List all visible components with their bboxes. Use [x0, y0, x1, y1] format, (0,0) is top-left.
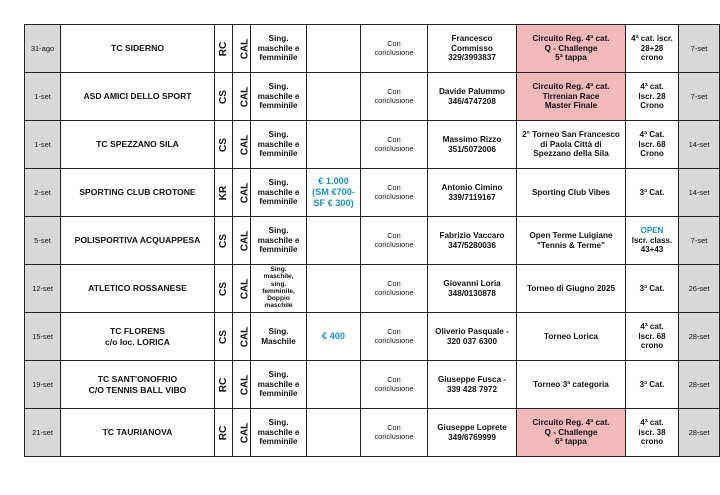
prize-money [307, 217, 361, 265]
province: RC [215, 361, 233, 409]
start-date: 1-set [25, 73, 61, 121]
draw-type: Sing. Maschile [251, 313, 307, 361]
club-name: ASD AMICI DELLO SPORT [61, 73, 215, 121]
prize-money [307, 265, 361, 313]
category: 3ª Cat. [626, 361, 679, 409]
category: 3ª Cat. [626, 169, 679, 217]
conclusion: Con conclusione [361, 313, 428, 361]
table-row [25, 73, 720, 121]
start-date: 31-ago [25, 25, 61, 73]
category: OPEN Iscr. class. 43+43 [626, 217, 679, 265]
region: CAL [233, 313, 251, 361]
category: 4ª cat. Iscr. 28 Crono [626, 73, 679, 121]
prize-money [307, 121, 361, 169]
conclusion: Con conclusione [361, 361, 428, 409]
province: CS [215, 313, 233, 361]
tournament-name: Circuito Reg. 4ª cat. Q - Challenge 6ª tappa [517, 409, 626, 457]
table-row [25, 25, 720, 73]
province: CS [215, 121, 233, 169]
contact: Massimo Rizzo 351/5072006 [428, 121, 517, 169]
region: CAL [233, 25, 251, 73]
draw-type: Sing. maschile e femminile [251, 121, 307, 169]
contact: Fabrizio Vaccaro 347/5280036 [428, 217, 517, 265]
table-row [25, 361, 720, 409]
conclusion: Con conclusione [361, 217, 428, 265]
prize-money: € 400 [307, 313, 361, 361]
tournament-name: Circuito Reg. 4ª cat. Tirrenian Race Master Finale [517, 73, 626, 121]
category: 3ª Cat. [626, 265, 679, 313]
prize-money: € 1.000 (SM €700- SF € 300) [307, 169, 361, 217]
table-row [25, 265, 720, 313]
contact: Oliverio Pasquale - 320 037 6300 [428, 313, 517, 361]
table-row [25, 121, 720, 169]
end-date: 28-set [679, 361, 720, 409]
province: CS [215, 73, 233, 121]
conclusion: Con conclusione [361, 73, 428, 121]
club-name: TC SIDERNO [61, 25, 215, 73]
tournament-name: Torneo Lorica [517, 313, 626, 361]
region: CAL [233, 409, 251, 457]
draw-type: Sing. maschile e femminile [251, 169, 307, 217]
tournament-name: 2° Torneo San Francesco di Paola Città di Spezzano della Sila [517, 121, 626, 169]
draw-type: Sing. maschile e femminile [251, 73, 307, 121]
region: CAL [233, 169, 251, 217]
prize-money [307, 73, 361, 121]
draw-type: Sing. maschile, sing. femminile, Doppio maschile [251, 265, 307, 313]
prize-money [307, 409, 361, 457]
contact: Giuseppe Loprete 349/6769999 [428, 409, 517, 457]
end-date: 26-set [679, 265, 720, 313]
start-date: 2-set [25, 169, 61, 217]
tournament-name: Open Terme Luigiane "Tennis & Terme" [517, 217, 626, 265]
start-date: 12-set [25, 265, 61, 313]
end-date: 14-set [679, 121, 720, 169]
contact: Giuseppe Fusca - 339 428 7972 [428, 361, 517, 409]
end-date: 7-set [679, 217, 720, 265]
province: RC [215, 25, 233, 73]
category: 4ª cat. iscr. 28+28 crono [626, 25, 679, 73]
table-row [25, 217, 720, 265]
category: 4ª Cat. Iscr. 68 Crono [626, 121, 679, 169]
province: RC [215, 409, 233, 457]
start-date: 19-set [25, 361, 61, 409]
conclusion: Con conclusione [361, 25, 428, 73]
region: CAL [233, 121, 251, 169]
prize-money [307, 25, 361, 73]
draw-type: Sing. maschile e femminile [251, 409, 307, 457]
conclusion: Con conclusione [361, 121, 428, 169]
table-row [25, 169, 720, 217]
tournament-name: Torneo di Giugno 2025 [517, 265, 626, 313]
start-date: 5-set [25, 217, 61, 265]
conclusion: Con conclusione [361, 265, 428, 313]
prize-money [307, 361, 361, 409]
region: CAL [233, 265, 251, 313]
province: CS [215, 217, 233, 265]
club-name: TC TAURIANOVA [61, 409, 215, 457]
start-date: 21-set [25, 409, 61, 457]
tournament-name: Sporting Club Vibes [517, 169, 626, 217]
club-name: POLISPORTIVA ACQUAPPESA [61, 217, 215, 265]
conclusion: Con conclusione [361, 409, 428, 457]
end-date: 7-set [679, 25, 720, 73]
end-date: 28-set [679, 313, 720, 361]
draw-type: Sing. maschile e femminile [251, 217, 307, 265]
end-date: 14-set [679, 169, 720, 217]
start-date: 1-set [25, 121, 61, 169]
end-date: 28-set [679, 409, 720, 457]
tournament-name: Circuito Reg. 4ª cat. Q - Challenge 5ª tappa [517, 25, 626, 73]
club-name: SPORTING CLUB CROTONE [61, 169, 215, 217]
draw-type: Sing. maschile e femminile [251, 25, 307, 73]
category: 4ª cat. iscr. 38 crono [626, 409, 679, 457]
province: CS [215, 265, 233, 313]
club-name: ATLETICO ROSSANESE [61, 265, 215, 313]
conclusion: Con conclusione [361, 169, 428, 217]
club-name: TC SPEZZANO SILA [61, 121, 215, 169]
contact: Francesco Commisso 329/3993837 [428, 25, 517, 73]
table-row [25, 313, 720, 361]
region: CAL [233, 73, 251, 121]
end-date: 7-set [679, 73, 720, 121]
draw-type: Sing. maschile e femminile [251, 361, 307, 409]
club-name: TC FLORENS c/o loc. LORICA [61, 313, 215, 361]
region: CAL [233, 361, 251, 409]
contact: Antonio Cimino 339/7119167 [428, 169, 517, 217]
category: 4ª cat. Iscr. 68 crono [626, 313, 679, 361]
tournament-name: Torneo 3ª categoria [517, 361, 626, 409]
table-row [25, 409, 720, 457]
province: KR [215, 169, 233, 217]
start-date: 15-set [25, 313, 61, 361]
contact: Davide Palummo 346/4747208 [428, 73, 517, 121]
contact: Giovanni Loria 348/0130878 [428, 265, 517, 313]
tournament-calendar-table [24, 24, 720, 457]
club-name: TC SANT'ONOFRIO C/O TENNIS BALL VIBO [61, 361, 215, 409]
region: CAL [233, 217, 251, 265]
